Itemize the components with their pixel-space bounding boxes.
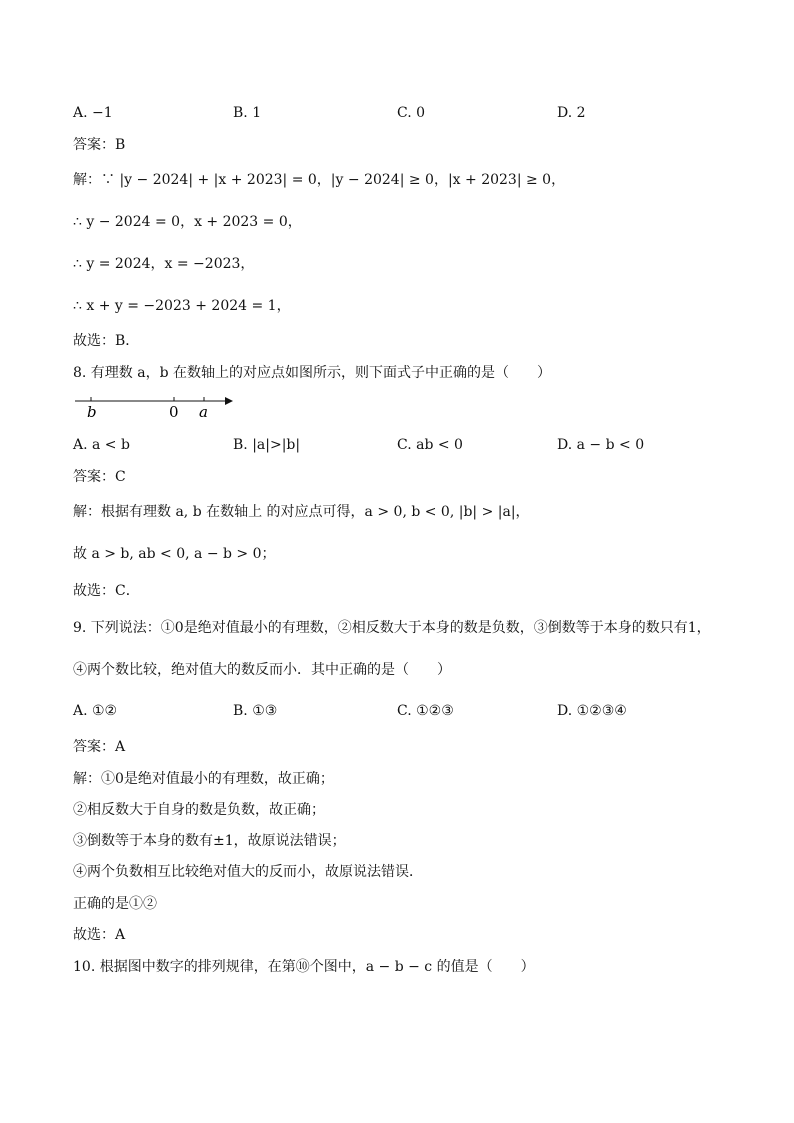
q8-option-a: A. a < b xyxy=(73,437,130,453)
q9-solution-line-1: 解：①0是绝对值最小的有理数，故正确； xyxy=(73,771,334,787)
q9-stem-line-2: ④两个数比较，绝对值大的数反而小．其中正确的是（ ） xyxy=(73,662,451,678)
label-zero: 0 xyxy=(169,403,179,421)
q9-option-d: D. ①②③④ xyxy=(557,703,627,719)
q9-option-b: B. ①③ xyxy=(233,703,278,719)
q9-solution-line-4: ④两个负数相互比较绝对值大的反而小，故原说法错误． xyxy=(73,864,423,880)
q8-number-line xyxy=(73,392,243,422)
q8-choose: 故选：C． xyxy=(73,583,140,599)
q7-option-c: C. 0 xyxy=(397,105,426,121)
q8-option-d: D. a − b < 0 xyxy=(557,437,645,453)
q8-option-c: C. ab < 0 xyxy=(397,437,463,453)
q8-stem: 8. 有理数 a，b 在数轴上的对应点如图所示，则下面式子中正确的是（ ） xyxy=(73,365,552,381)
q9-stem-line-1: 9. 下列说法：①0是绝对值最小的有理数，②相反数大于本身的数是负数，③倒数等于本身的数只有1， xyxy=(73,620,711,636)
q7-solution-line-3: ∴ y = 2024，x = −2023， xyxy=(73,256,255,272)
q9-solution-line-3: ③倒数等于本身的数有±1，故原说法错误； xyxy=(73,833,346,849)
q9-correct: 正确的是①② xyxy=(73,896,157,912)
q8-answer: 答案：C xyxy=(73,469,126,485)
q9-option-a: A. ①② xyxy=(73,703,118,719)
q9-solution-line-2: ②相反数大于自身的数是负数，故正确； xyxy=(73,802,325,818)
q8-solution-line-1: 解：根据有理数 a, b 在数轴上 的对应点可得，a > 0, b < 0, |b| > |a|， xyxy=(73,504,530,520)
q7-choose: 故选：B． xyxy=(73,333,140,349)
number-line-arrow xyxy=(225,397,233,405)
q7-solution-line-1: 解：∵ |y − 2024| + |x + 2023| = 0，|y − 2024| ≥ 0，|x + 2023| ≥ 0， xyxy=(73,172,566,188)
label-b: b xyxy=(87,403,97,421)
q9-answer: 答案：A xyxy=(73,739,126,755)
q7-solution-line-4: ∴ x + y = −2023 + 2024 = 1， xyxy=(73,298,291,314)
q7-answer: 答案：B xyxy=(73,137,126,153)
q7-option-d: D. 2 xyxy=(557,105,586,121)
label-a: a xyxy=(199,403,208,421)
q7-option-b: B. 1 xyxy=(233,105,262,121)
q9-choose: 故选：A xyxy=(73,927,126,943)
q10-stem: 10. 根据图中数字的排列规律，在第⑩个图中，a − b − c 的值是（ ） xyxy=(73,959,535,975)
q7-solution-line-2: ∴ y − 2024 = 0，x + 2023 = 0， xyxy=(73,214,302,230)
q9-option-c: C. ①②③ xyxy=(397,703,454,719)
q8-solution-line-2: 故 a > b, ab < 0, a − b > 0； xyxy=(73,546,276,562)
q8-option-b: B. |a|>|b| xyxy=(233,437,301,453)
q7-option-a: A. −1 xyxy=(73,105,113,121)
